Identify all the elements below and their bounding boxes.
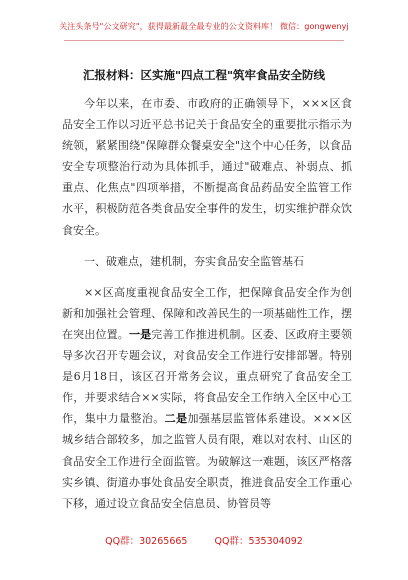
paragraph-text: 加强基层监管体系建设。×××区城乡结合部较多，加之监管人员有限，难以对农村、山区的食品安全工作进行全面监管。为破解这一难题，该区严格落实乡镇、街道办事处食品安全职责，推进食品安全工作重心下移，通过设立食品安全信息员、协管员等: [62, 412, 352, 510]
emphasis-second: 二是: [164, 412, 188, 426]
document-body: [62, 93, 352, 514]
document-title: 汇报材料：区实施"四点工程"筑牢食品安全防线: [83, 68, 325, 82]
emphasis-first: 一是: [128, 327, 152, 341]
qq-group-2[interactable]: QQ群：535304092: [214, 536, 303, 547]
section-heading: 一、破难点，建机制，夯实食品安全监管基石: [84, 254, 304, 268]
qq-group-1[interactable]: QQ群：30265665: [105, 536, 188, 547]
section-paragraph: [62, 282, 352, 514]
header-divider: [64, 40, 344, 41]
paragraph-text: 完善工作推进机制。区委、区政府主要领导多次召开专题会议，对食品安全工作进行安排部署。特别是6月18日，该区召开常务会议，重点研究了食品安全工作，并要求结合××实际，将食品安全工作纳入全区中心工作，集中力量整治。: [62, 327, 353, 426]
intro-paragraph: 今年以来，在市委、市政府的正确领导下，×××区食品安全工作以习近平总书记关于食品安全的重要批示指示为统领，紧紧围绕"保障群众餐桌安全"这个中心任务，以食品安全专项整治行动为具体抓手，通过"破难点、补弱点、抓重点、化焦点"四项举措，不断提高食品药品安全监管工作水平，积极防范各类食品安全事件的发生，切实维护群众饮食安全。: [62, 97, 352, 237]
paragraph-text: ××区高度重视食品安全工作，把保障食品安全作为创新和加强社会管理、保障和改善民生的一项基础性工作，摆在突出位置。: [62, 285, 352, 341]
footer-contacts: [0, 533, 408, 547]
header-banner[interactable]: 关注头条号"公文研究"，获得最新最全最专业的公文资料库！ 微信：gongwenyj: [59, 22, 349, 31]
